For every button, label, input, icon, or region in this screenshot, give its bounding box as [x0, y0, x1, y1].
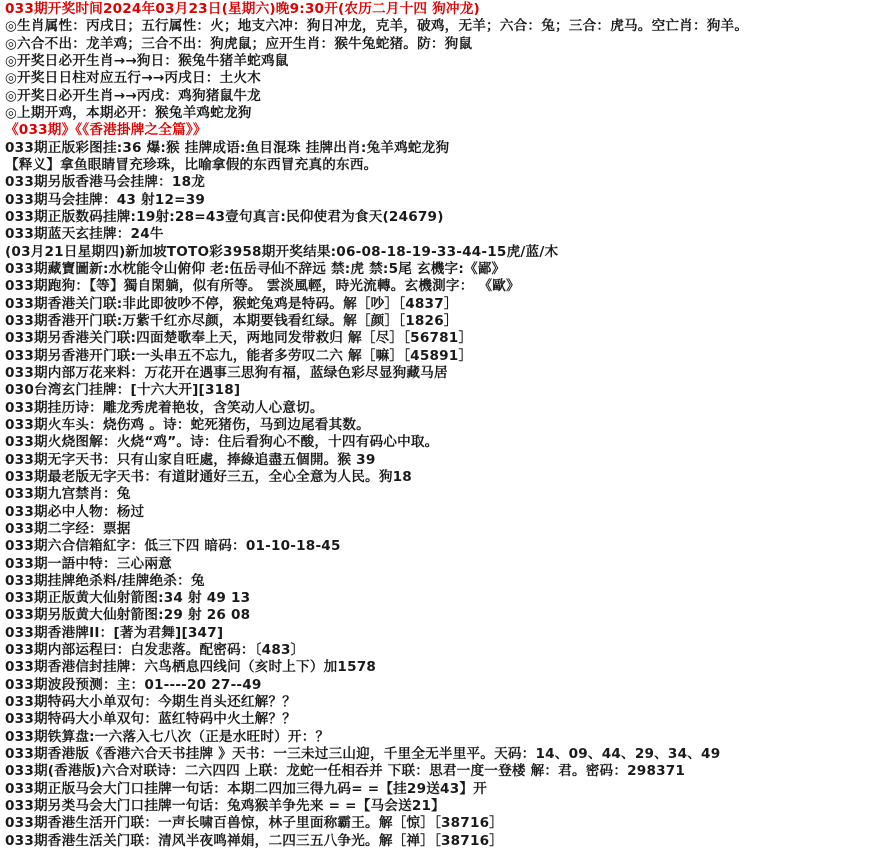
text-line: 033期另香港开门联:一头串五不忘九，能者多劳叹二六 解［嘛］［45891］ [5, 347, 473, 364]
text-line: 033期最老版无字天书：有道財通好三五，全心全意为人民。狗18 [5, 468, 412, 485]
text-line: ◎开奖日必开生肖→→狗日：猴兔牛猪羊蛇鸡鼠 [5, 52, 289, 69]
text-line: 033期无字天书：只有山家自旺處，捧綠追盡五個開。猴 39 [5, 451, 376, 468]
text-line: 033期波段预测：主：01----20 27--49 [5, 676, 262, 693]
text-line: 033期另香港关门联:四面楚歌奉上天，两地同发带救归 解［尽］［56781］ [5, 330, 473, 347]
text-line: 033期内部运程曰：白发悲落。配密码：〔483〕 [5, 642, 305, 659]
text-line: 033期香港版《香港六合天书挂牌 》天书：一三未过三山迎，千里全无半里平。天码：14、09、44、29、34、49 [5, 746, 721, 763]
text-line: 033期(香港版)六合对联诗：二六四四 上联：龙蛇一任相吞并 下联：思君一度一登楼 解：君。密码：298371 [5, 763, 686, 780]
text-line: 033期另类马会大门口挂牌一句话：兔鸡猴羊争先来 = =【马会送21】 [5, 798, 445, 815]
text-line: 033期必中人物：杨过 [5, 503, 145, 520]
text-line: 033期香港信封挂牌：六鸟栖息四线问（亥时上下）加1578 [5, 659, 377, 676]
text-line: 033期另版黄大仙射箭图:29 射 26 08 [5, 607, 251, 624]
text-line: 033期特码大小单双句：今期生肖头还红解？？ [5, 694, 297, 711]
text-line: 033期另版香港马会挂牌：18龙 [5, 174, 206, 191]
text-line: 033期正版数码挂牌:19射:28=43壹句真言:民仰使君为食天(24679) [5, 208, 444, 225]
text-line: 033期火烧图解：火烧“鸡”。诗：住后看狗心不酸，十四有码心中取。 [5, 434, 439, 451]
text-line: 033期马会挂牌：43 射12=39 [5, 191, 206, 208]
text-line: 033期一語中特：三心兩意 [5, 555, 172, 572]
text-line: 033期香港开门联:万紫千红亦尽颜，本期要钱看红绿。解［颜］［1826］ [5, 312, 458, 329]
text-line: 033期挂牌绝杀料/挂牌绝杀：兔 [5, 572, 205, 589]
text-line: 030台湾玄门挂牌：[十六大开][318] [5, 382, 241, 399]
text-line: 033期香港生活开门联：一声长啸百兽惊，林子里面称霸王。解［惊］［38716］ [5, 815, 504, 832]
text-line: 033期香港牌II：[著为君舞][347] [5, 624, 224, 641]
text-line: 033期火车头：烧伤鸡 。诗：蛇死猪伤，马到边尾看其数。 [5, 416, 370, 433]
text-line: 033期香港生活关门联：清风半夜鸣禅娟，二四三五八争光。解［禅］［38716］ [5, 832, 504, 849]
text-line: 033期二字经：票据 [5, 520, 131, 537]
document-body [5, 1, 890, 850]
text-line: 033期内部万花来料：万花开在遇事三思狗有福，蓝绿色彩尽显狗藏马居 [5, 364, 448, 381]
text-line: 033期挂历诗：雕龙秀虎着艳妆，含笑动人心意切。 [5, 399, 324, 416]
text-line: ◎上期开鸡，本期必开：猴兔羊鸡蛇龙狗 [5, 104, 252, 121]
text-line: ◎开奖日必开生肖→→丙戌：鸡狗猪鼠牛龙 [5, 87, 261, 104]
text-line: (03月21日星期四)新加坡TOTO彩3958期开奖结果:06-08-18-19-33-44-15虎/蓝/木 [5, 243, 559, 260]
text-line: 033期六合信箱紅字：低三下四 暗码：01-10-18-45 [5, 538, 341, 555]
text-line: 033期开奖时间2024年03月23日(星期六)晚9:30开(农历二月十四 狗冲龙) [5, 1, 480, 17]
text-line: 033期铁算盘:一六落入七八次（正是水旺时）开：？ [5, 728, 330, 745]
text-line: 033期正版彩图挂:36 爆:猴 挂牌成语:鱼目混珠 挂牌出肖:兔羊鸡蛇龙狗 [5, 139, 450, 156]
text-line: 033期蓝天玄挂牌：24牛 [5, 226, 164, 243]
text-line: 《033期》《《香港掛牌之全篇》》 [5, 122, 207, 139]
text-line: 033期正版马会大门口挂牌一句话：本期二四加三得九码= =【挂29送43】开 [5, 780, 487, 797]
text-line: ◎开奖日日柱对应五行→→丙戌日：土火木 [5, 70, 261, 87]
text-line: 033期藏寶圖新:水枕能令山俯仰 老:伍岳寻仙不辞远 禁:虎 禁:5尾 玄機字:《鄙》 [5, 260, 506, 277]
text-line: 【释义】拿鱼眼睛冒充珍珠，比喻拿假的东西冒充真的东西。 [5, 156, 378, 173]
text-line: 033期香港关门联:非此即彼吵不停，猴蛇兔鸡是特码。解［吵］［4837］ [5, 295, 458, 312]
text-line: 033期特码大小单双句：蓝红特码中火土解？？ [5, 711, 297, 728]
text-line: 033期正版黄大仙射箭图:34 射 49 13 [5, 590, 251, 607]
text-line: 033期跑狗：【等】獨自閑躺，似有所等。 雲淡風輕，時光流轉。玄機測字： 《歐》 [5, 278, 520, 295]
text-line: 033期九宫禁肖：兔 [5, 486, 131, 503]
text-line: ◎生肖属性：丙戌日；五行属性：火；地支六冲：狗日冲龙，克羊，破鸡，无羊；六合：兔；三合：虎马。空亡肖：狗羊。 [5, 18, 749, 35]
text-line: ◎六合不出：龙羊鸡；三合不出：狗虎鼠；应开生肖：猴牛兔蛇猪。防：狗鼠 [5, 35, 473, 52]
